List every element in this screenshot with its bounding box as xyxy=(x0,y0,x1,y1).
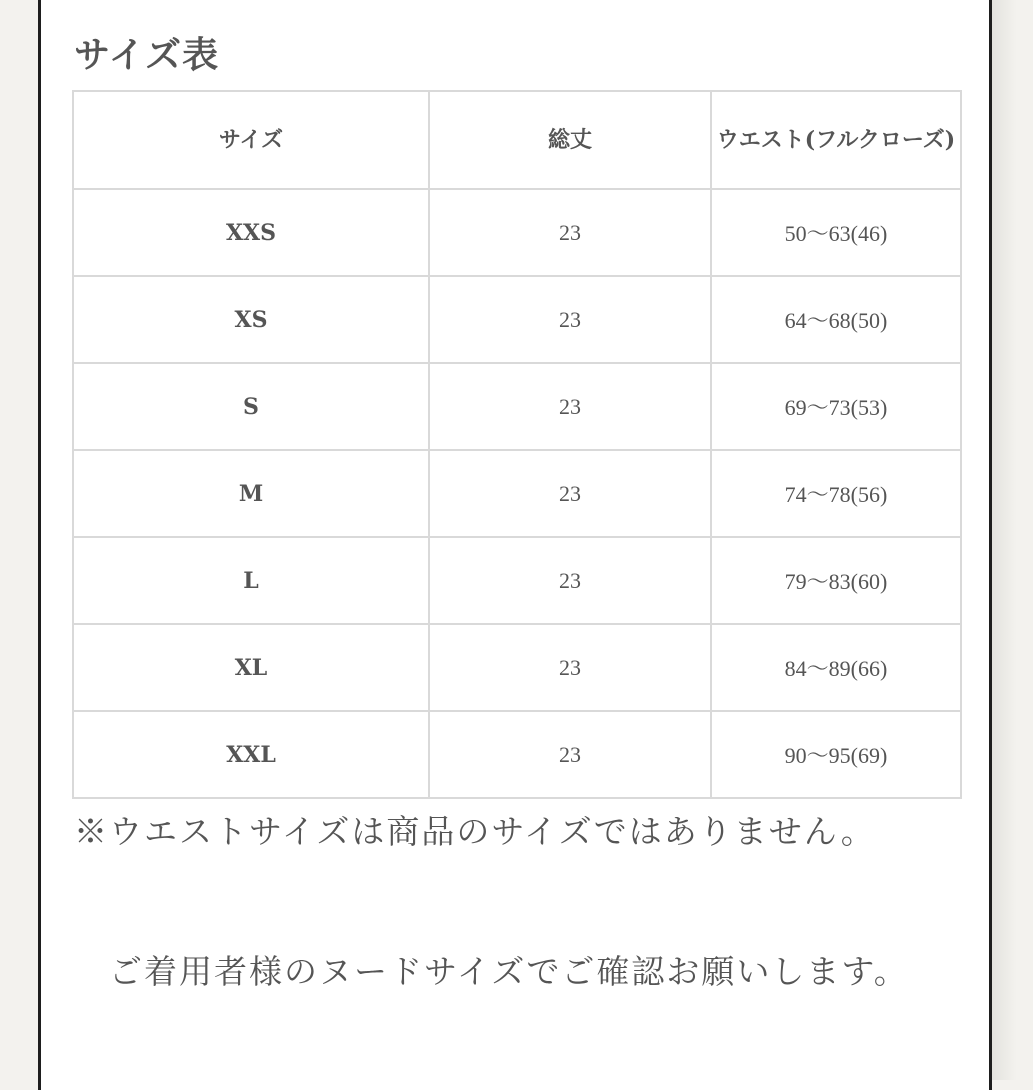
waist-cell: 79〜83(60) xyxy=(711,537,961,624)
waist-cell: 50〜63(46) xyxy=(711,189,961,276)
waist-cell: 69〜73(53) xyxy=(711,363,961,450)
length-cell: 23 xyxy=(429,537,711,624)
waist-cell: 74〜78(56) xyxy=(711,450,961,537)
size-cell: XXL xyxy=(73,711,429,798)
table-row xyxy=(73,537,961,624)
header-waist: ウエスト(フルクローズ) xyxy=(711,91,961,189)
nude-size-note: ご着用者様のヌードサイズでご確認お願いします。 xyxy=(74,952,909,991)
table-row xyxy=(73,363,961,450)
page-title: サイズ表 xyxy=(74,34,220,76)
size-cell: L xyxy=(73,537,429,624)
size-cell: XS xyxy=(73,276,429,363)
table-row xyxy=(73,711,961,798)
table-row xyxy=(73,624,961,711)
length-cell: 23 xyxy=(429,450,711,537)
table-header-row xyxy=(73,91,961,189)
size-cell: XL xyxy=(73,624,429,711)
table-row xyxy=(73,189,961,276)
length-cell: 23 xyxy=(429,363,711,450)
length-cell: 23 xyxy=(429,189,711,276)
length-cell: 23 xyxy=(429,276,711,363)
background-edge xyxy=(992,0,1033,1080)
waist-cell: 64〜68(50) xyxy=(711,276,961,363)
size-cell: M xyxy=(73,450,429,537)
size-cell: XXS xyxy=(73,189,429,276)
table-row xyxy=(73,450,961,537)
header-length: 総丈 xyxy=(429,91,711,189)
waist-cell: 84〜89(66) xyxy=(711,624,961,711)
waist-cell: 90〜95(69) xyxy=(711,711,961,798)
length-cell: 23 xyxy=(429,711,711,798)
length-cell: 23 xyxy=(429,624,711,711)
size-cell: S xyxy=(73,363,429,450)
table-row xyxy=(73,276,961,363)
waist-note: ※ウエストサイズは商品のサイズではありません。 xyxy=(74,812,876,851)
size-table xyxy=(72,90,962,799)
header-size: サイズ xyxy=(73,91,429,189)
